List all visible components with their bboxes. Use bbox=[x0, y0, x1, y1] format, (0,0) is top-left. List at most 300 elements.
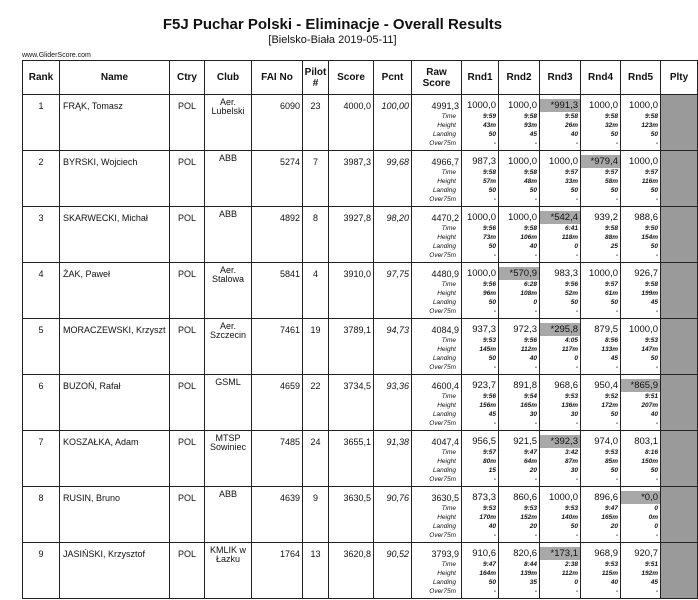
score-value: 3987,3 bbox=[343, 157, 371, 167]
round-landing: 50 bbox=[529, 187, 537, 194]
score-cell bbox=[329, 431, 374, 487]
round-time: 9:53 bbox=[564, 505, 578, 512]
score-value: 3734,5 bbox=[343, 381, 371, 391]
fai-cell bbox=[252, 543, 303, 599]
ctry-cell bbox=[170, 431, 205, 487]
pcnt-value: 91,38 bbox=[386, 437, 409, 447]
fai-value: 7461 bbox=[279, 325, 300, 335]
round-2-cell bbox=[499, 543, 540, 599]
round-detail-label: Time bbox=[441, 169, 456, 176]
round-height: 112m bbox=[520, 346, 537, 353]
raw-score-cell bbox=[412, 543, 462, 599]
round-3-cell bbox=[540, 487, 581, 543]
col-name: Name bbox=[60, 61, 170, 95]
penalty-cell bbox=[661, 375, 698, 431]
fai-cell bbox=[252, 95, 303, 151]
round-landing: 50 bbox=[570, 523, 578, 530]
rank-value: 2 bbox=[38, 157, 44, 167]
round-over: - bbox=[493, 588, 496, 595]
pilot-cell bbox=[303, 375, 329, 431]
round-score: 956,5 bbox=[472, 436, 496, 447]
round-height: 88m bbox=[604, 234, 618, 241]
score-value: 3910,0 bbox=[343, 269, 371, 279]
round-over: - bbox=[575, 420, 578, 427]
round-1-cell bbox=[462, 151, 499, 207]
round-score: 1000,0 bbox=[628, 156, 658, 167]
round-detail-label: Height bbox=[437, 402, 456, 409]
round-time: 6:41 bbox=[564, 225, 578, 232]
round-detail-label: Height bbox=[437, 458, 456, 465]
round-over: - bbox=[655, 196, 658, 203]
round-detail-label: Height bbox=[437, 234, 456, 241]
round-landing: 50 bbox=[488, 187, 496, 194]
round-score: 1000,0 bbox=[466, 268, 496, 279]
name-cell bbox=[60, 263, 170, 319]
round-1-cell bbox=[462, 95, 499, 151]
round-landing: 20 bbox=[610, 523, 618, 530]
rank-value: 4 bbox=[38, 269, 44, 279]
club-value: Aer. Szczecin bbox=[209, 321, 246, 340]
raw-score-value: 4480,9 bbox=[431, 269, 459, 279]
round-landing: 20 bbox=[529, 523, 537, 530]
round-over: - bbox=[575, 252, 578, 259]
pcnt-value: 93,36 bbox=[386, 381, 409, 391]
round-height: 117m bbox=[561, 346, 578, 353]
round-over: - bbox=[575, 196, 578, 203]
pilot-number: 22 bbox=[310, 381, 321, 391]
club-cell bbox=[205, 151, 252, 207]
pcnt-cell bbox=[374, 543, 412, 599]
score-value: 3620,8 bbox=[343, 549, 371, 559]
round-5-cell bbox=[621, 151, 661, 207]
ctry-cell bbox=[170, 95, 205, 151]
round-time: 9:47 bbox=[482, 561, 496, 568]
fai-value: 4639 bbox=[279, 493, 300, 503]
round-5-cell bbox=[621, 487, 661, 543]
name-cell bbox=[60, 95, 170, 151]
round-detail-label: Landing bbox=[432, 467, 456, 474]
round-time: 4:05 bbox=[564, 337, 578, 344]
fai-cell bbox=[252, 207, 303, 263]
round-3-cell bbox=[540, 431, 581, 487]
round-landing: 0 bbox=[574, 355, 578, 362]
round-height: 164m bbox=[479, 570, 496, 577]
pcnt-cell bbox=[374, 151, 412, 207]
table-row bbox=[23, 487, 698, 543]
pilot-number: 23 bbox=[310, 101, 321, 111]
pcnt-value: 100,00 bbox=[381, 101, 409, 111]
round-height: 108m bbox=[520, 290, 537, 297]
round-time: 8:44 bbox=[523, 561, 537, 568]
round-2-cell bbox=[499, 431, 540, 487]
round-over: - bbox=[534, 364, 537, 371]
round-over: - bbox=[615, 252, 618, 259]
col-club: Club bbox=[205, 61, 252, 95]
raw-score-cell bbox=[412, 263, 462, 319]
round-over: - bbox=[655, 420, 658, 427]
round-detail-label: Over75m bbox=[429, 588, 456, 595]
round-3-cell bbox=[540, 95, 581, 151]
pcnt-value: 97,75 bbox=[386, 269, 409, 279]
round-time: 9:57 bbox=[604, 281, 618, 288]
round-over: - bbox=[615, 140, 618, 147]
round-landing: 50 bbox=[570, 187, 578, 194]
col-rnd3: Rnd3 bbox=[540, 61, 581, 95]
round-time: 9:57 bbox=[604, 169, 618, 176]
round-5-cell bbox=[621, 207, 661, 263]
round-time: 9:58 bbox=[523, 225, 537, 232]
club-value: MTSP Sowiniec bbox=[209, 433, 247, 452]
round-4-cell bbox=[581, 319, 621, 375]
round-score: *392,3 bbox=[540, 435, 580, 448]
raw-score-cell bbox=[412, 375, 462, 431]
round-time: 9:57 bbox=[482, 449, 496, 456]
results-body bbox=[23, 95, 698, 599]
round-score: 983,3 bbox=[554, 268, 578, 279]
round-height: 0m bbox=[648, 514, 658, 521]
rank-cell bbox=[23, 375, 60, 431]
round-height: 156m bbox=[479, 402, 496, 409]
pcnt-cell bbox=[374, 95, 412, 151]
round-detail-label: Over75m bbox=[429, 420, 456, 427]
raw-score-cell bbox=[412, 207, 462, 263]
round-3-cell bbox=[540, 375, 581, 431]
round-height: 136m bbox=[561, 402, 578, 409]
round-landing: 50 bbox=[610, 131, 618, 138]
round-time: 2:38 bbox=[564, 561, 578, 568]
raw-score-value: 4470,2 bbox=[431, 213, 459, 223]
col-rnd1: Rnd1 bbox=[462, 61, 499, 95]
round-landing: 50 bbox=[610, 299, 618, 306]
score-value: 3630,5 bbox=[343, 493, 371, 503]
round-4-cell bbox=[581, 95, 621, 151]
round-1-cell bbox=[462, 375, 499, 431]
rank-cell bbox=[23, 95, 60, 151]
table-row bbox=[23, 375, 698, 431]
round-score: *865,9 bbox=[621, 379, 660, 392]
score-cell bbox=[329, 151, 374, 207]
rank-value: 1 bbox=[38, 101, 44, 111]
round-3-cell bbox=[540, 319, 581, 375]
penalty-cell bbox=[661, 151, 698, 207]
event-subtitle: [Bielsko-Biała 2019-05-11] bbox=[268, 34, 397, 46]
club-value: Aer. Stalowa bbox=[211, 265, 245, 284]
round-landing: 45 bbox=[650, 299, 658, 306]
round-over: - bbox=[655, 252, 658, 259]
raw-score-cell bbox=[412, 487, 462, 543]
pilot-number: 24 bbox=[310, 437, 321, 447]
pilot-name: ŻAK, Paweł bbox=[63, 269, 111, 279]
round-over: - bbox=[655, 364, 658, 371]
fai-value: 7485 bbox=[279, 437, 300, 447]
round-over: - bbox=[615, 476, 618, 483]
ctry-cell bbox=[170, 375, 205, 431]
round-5-cell bbox=[621, 263, 661, 319]
round-landing: 50 bbox=[650, 243, 658, 250]
round-score: 1000,0 bbox=[588, 100, 618, 111]
round-landing: 15 bbox=[488, 467, 496, 474]
round-height: 172m bbox=[601, 402, 618, 409]
col-fai: FAI No bbox=[252, 61, 303, 95]
round-score: *173,1 bbox=[540, 547, 580, 560]
round-over: - bbox=[575, 140, 578, 147]
round-detail-label: Time bbox=[441, 337, 456, 344]
round-time: 9:51 bbox=[644, 393, 658, 400]
country-value: POL bbox=[177, 381, 196, 391]
round-1-cell bbox=[462, 431, 499, 487]
round-height: 106m bbox=[520, 234, 537, 241]
round-detail-label: Height bbox=[437, 514, 456, 521]
round-5-cell bbox=[621, 431, 661, 487]
col-pilot: Pilot # bbox=[303, 61, 329, 95]
ctry-cell bbox=[170, 487, 205, 543]
country-value: POL bbox=[177, 437, 196, 447]
round-landing: 40 bbox=[610, 579, 618, 586]
round-landing: 50 bbox=[650, 131, 658, 138]
col-score: Score bbox=[329, 61, 374, 95]
round-height: 199m bbox=[641, 290, 658, 297]
raw-score-cell bbox=[412, 95, 462, 151]
round-2-cell bbox=[499, 319, 540, 375]
round-detail-label: Over75m bbox=[429, 476, 456, 483]
round-3-cell bbox=[540, 543, 581, 599]
col-plty: Plty bbox=[661, 61, 698, 95]
club-value: KMLIK w Łazku bbox=[209, 545, 246, 564]
pcnt-cell bbox=[374, 487, 412, 543]
round-time: 9:47 bbox=[523, 449, 537, 456]
round-landing: 45 bbox=[650, 579, 658, 586]
round-height: 48m bbox=[523, 178, 537, 185]
round-score: 920,7 bbox=[634, 548, 658, 559]
fai-value: 4659 bbox=[279, 381, 300, 391]
club-cell bbox=[205, 543, 252, 599]
round-height: 123m bbox=[641, 122, 658, 129]
round-landing: 50 bbox=[610, 187, 618, 194]
round-detail-label: Over75m bbox=[429, 252, 456, 259]
rank-value: 5 bbox=[38, 325, 44, 335]
round-time: 9:53 bbox=[564, 393, 578, 400]
raw-score-value: 3630,5 bbox=[431, 493, 459, 503]
ctry-cell bbox=[170, 263, 205, 319]
round-score: *542,4 bbox=[540, 211, 580, 224]
round-landing: 30 bbox=[570, 411, 578, 418]
round-landing: 40 bbox=[488, 523, 496, 530]
round-over: - bbox=[493, 532, 496, 539]
round-height: 116m bbox=[641, 178, 658, 185]
round-over: - bbox=[534, 196, 537, 203]
round-over: - bbox=[615, 588, 618, 595]
penalty-cell bbox=[661, 263, 698, 319]
fai-cell bbox=[252, 319, 303, 375]
round-height: 33m bbox=[564, 178, 578, 185]
round-detail-label: Landing bbox=[432, 355, 456, 362]
round-time: 9:57 bbox=[564, 169, 578, 176]
penalty-cell bbox=[661, 207, 698, 263]
round-time: 9:56 bbox=[523, 337, 537, 344]
round-time: 9:58 bbox=[604, 225, 618, 232]
round-height: 140m bbox=[561, 514, 578, 521]
page-title: F5J Puchar Polski - Eliminacje - Overall Results bbox=[162, 16, 503, 33]
fai-value: 4892 bbox=[279, 213, 300, 223]
results-table bbox=[22, 60, 698, 599]
rank-value: 6 bbox=[38, 381, 44, 391]
country-value: POL bbox=[177, 101, 196, 111]
raw-score-value: 4966,7 bbox=[431, 157, 459, 167]
score-cell bbox=[329, 487, 374, 543]
round-4-cell bbox=[581, 543, 621, 599]
round-detail-label: Time bbox=[441, 561, 456, 568]
round-height: 87m bbox=[564, 458, 578, 465]
round-1-cell bbox=[462, 543, 499, 599]
round-landing: 50 bbox=[488, 355, 496, 362]
pcnt-value: 90,52 bbox=[386, 549, 409, 559]
round-detail-label: Height bbox=[437, 570, 456, 577]
round-detail-label: Landing bbox=[432, 579, 456, 586]
round-time: 9:53 bbox=[604, 449, 618, 456]
round-landing: 0 bbox=[654, 523, 658, 530]
pilot-number: 19 bbox=[310, 325, 321, 335]
round-detail-label: Landing bbox=[432, 299, 456, 306]
pilot-number: 13 bbox=[310, 549, 321, 559]
pilot-cell bbox=[303, 487, 329, 543]
fai-value: 1764 bbox=[279, 549, 300, 559]
round-time: 9:52 bbox=[604, 393, 618, 400]
round-time: 9:50 bbox=[644, 225, 658, 232]
round-2-cell bbox=[499, 151, 540, 207]
pcnt-value: 90,76 bbox=[386, 493, 409, 503]
round-over: - bbox=[655, 140, 658, 147]
pilot-name: KOSZAŁKA, Adam bbox=[63, 437, 139, 447]
ctry-cell bbox=[170, 207, 205, 263]
pilot-name: BYRSKI, Wojciech bbox=[63, 157, 138, 167]
round-landing: 40 bbox=[650, 411, 658, 418]
pilot-cell bbox=[303, 431, 329, 487]
rank-cell bbox=[23, 151, 60, 207]
round-4-cell bbox=[581, 263, 621, 319]
country-value: POL bbox=[177, 213, 196, 223]
round-height: 152m bbox=[520, 514, 537, 521]
round-over: - bbox=[534, 252, 537, 259]
round-over: - bbox=[615, 532, 618, 539]
club-cell bbox=[205, 95, 252, 151]
pilot-number: 7 bbox=[312, 157, 318, 167]
round-time: 3:42 bbox=[564, 449, 578, 456]
round-time: 9:56 bbox=[482, 393, 496, 400]
club-value: ABB bbox=[218, 153, 237, 163]
pcnt-cell bbox=[374, 207, 412, 263]
name-cell bbox=[60, 319, 170, 375]
club-cell bbox=[205, 375, 252, 431]
round-time: 0 bbox=[654, 505, 658, 512]
round-5-cell bbox=[621, 95, 661, 151]
round-over: - bbox=[655, 476, 658, 483]
round-landing: 20 bbox=[529, 467, 537, 474]
round-score: 896,6 bbox=[594, 492, 618, 503]
round-height: 118m bbox=[561, 234, 578, 241]
round-landing: 50 bbox=[488, 243, 496, 250]
round-2-cell bbox=[499, 263, 540, 319]
round-detail-label: Time bbox=[441, 393, 456, 400]
round-detail-label: Time bbox=[441, 225, 456, 232]
round-over: - bbox=[493, 420, 496, 427]
rank-value: 8 bbox=[38, 493, 44, 503]
country-value: POL bbox=[177, 549, 196, 559]
round-landing: 35 bbox=[529, 579, 537, 586]
round-landing: 40 bbox=[529, 355, 537, 362]
name-cell bbox=[60, 431, 170, 487]
round-time: 9:58 bbox=[644, 281, 658, 288]
name-cell bbox=[60, 207, 170, 263]
fai-value: 5274 bbox=[279, 157, 300, 167]
round-score: 974,0 bbox=[594, 436, 618, 447]
country-value: POL bbox=[177, 157, 196, 167]
round-detail-label: Height bbox=[437, 290, 456, 297]
round-2-cell bbox=[499, 207, 540, 263]
round-over: - bbox=[493, 140, 496, 147]
round-over: - bbox=[534, 588, 537, 595]
pilot-name: FRĄK, Tomasz bbox=[63, 101, 123, 111]
round-time: 9:58 bbox=[523, 169, 537, 176]
name-cell bbox=[60, 487, 170, 543]
round-landing: 0 bbox=[574, 243, 578, 250]
round-1-cell bbox=[462, 487, 499, 543]
round-height: 96m bbox=[482, 290, 496, 297]
round-score: 921,5 bbox=[513, 436, 537, 447]
round-time: 9:56 bbox=[564, 281, 578, 288]
round-score: *979,4 bbox=[581, 155, 620, 168]
round-score: 1000,0 bbox=[507, 212, 537, 223]
round-height: 147m bbox=[641, 346, 658, 353]
round-over: - bbox=[534, 476, 537, 483]
round-time: 9:56 bbox=[482, 281, 496, 288]
round-score: 937,3 bbox=[472, 324, 496, 335]
round-4-cell bbox=[581, 487, 621, 543]
round-score: 1000,0 bbox=[548, 156, 578, 167]
round-over: - bbox=[493, 252, 496, 259]
round-score: 972,3 bbox=[513, 324, 537, 335]
pilot-number: 4 bbox=[312, 269, 318, 279]
pilot-number: 8 bbox=[312, 213, 318, 223]
round-height: 57m bbox=[482, 178, 496, 185]
club-value: Aer. Lubelski bbox=[211, 97, 245, 116]
pcnt-value: 94,73 bbox=[386, 325, 409, 335]
round-height: 85m bbox=[604, 458, 618, 465]
round-1-cell bbox=[462, 319, 499, 375]
pcnt-cell bbox=[374, 263, 412, 319]
name-cell bbox=[60, 151, 170, 207]
round-detail-label: Over75m bbox=[429, 364, 456, 371]
round-detail-label: Landing bbox=[432, 243, 456, 250]
round-detail-label: Over75m bbox=[429, 532, 456, 539]
round-detail-label: Time bbox=[441, 505, 456, 512]
pcnt-cell bbox=[374, 319, 412, 375]
round-over: - bbox=[534, 532, 537, 539]
round-landing: 50 bbox=[650, 355, 658, 362]
pcnt-value: 98,20 bbox=[386, 213, 409, 223]
round-score: 923,7 bbox=[472, 380, 496, 391]
table-row bbox=[23, 95, 698, 151]
raw-score-value: 4047,4 bbox=[431, 437, 459, 447]
round-time: 9:58 bbox=[644, 113, 658, 120]
round-landing: 50 bbox=[488, 299, 496, 306]
round-3-cell bbox=[540, 263, 581, 319]
table-row bbox=[23, 431, 698, 487]
rank-cell bbox=[23, 319, 60, 375]
round-time: 9:53 bbox=[644, 337, 658, 344]
round-score: 803,1 bbox=[634, 436, 658, 447]
score-cell bbox=[329, 95, 374, 151]
round-detail-label: Height bbox=[437, 178, 456, 185]
